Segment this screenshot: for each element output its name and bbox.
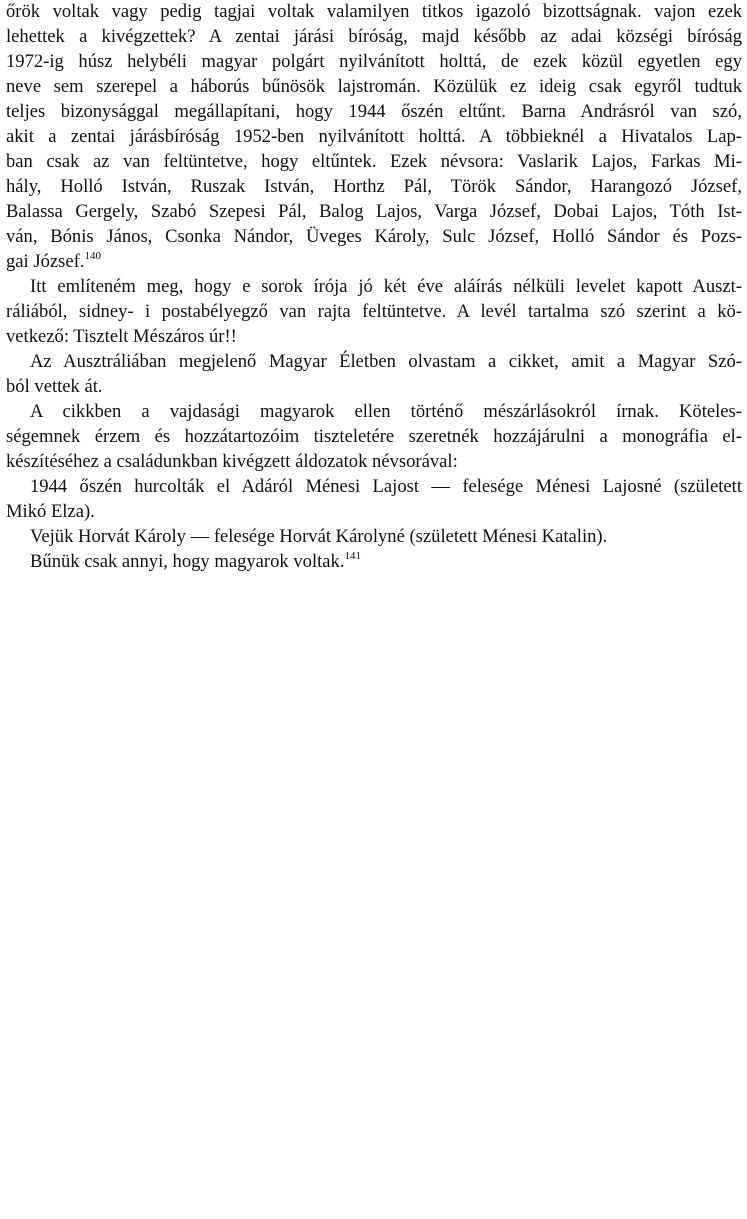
- text-line-content: gai József.: [6, 251, 85, 272]
- footnote-marker-140: 140: [84, 250, 101, 262]
- text-line: A cikkben a vajdasági magyarok ellen történő mészárlásokról írnak. Köteles-: [30, 401, 742, 422]
- text-line: 1944 őszén hurcolták el Adáról Ménesi Lajost — felesége Ménesi Lajosné (született: [30, 476, 742, 497]
- text-line: Balassa Gergely, Szabó Szepesi Pál, Balog Lajos, Varga József, Dobai Lajos, Tóth Ist-: [6, 201, 742, 222]
- text-line: neve sem szerepel a háborús bűnösök lajstromán. Közülük ez ideig csak egyről tudtuk: [6, 76, 742, 97]
- text-line: hály, Holló István, Ruszak István, Horthz Pál, Török Sándor, Harangozó József,: [6, 176, 742, 197]
- text-line: [30, 550, 361, 574]
- text-line: ván, Bónis János, Csonka Nándor, Üveges Károly, Sulc József, Holló Sándor és Pozs-: [6, 226, 742, 247]
- text-line: Itt említeném meg, hogy e sorok írója jó két éve aláírás nélküli levelet kapott Auszt-: [30, 276, 742, 297]
- text-line: Mikó Elza).: [6, 501, 95, 522]
- text-line: lehettek a kivégzettek? A zentai járási bíróság, majd később az adai községi bíróság: [6, 26, 742, 47]
- text-line: [6, 250, 101, 274]
- text-line: ból vettek át.: [6, 376, 103, 397]
- text-line: Vejük Horvát Károly — felesége Horvát Károlyné (született Ménesi Katalin).: [30, 526, 608, 547]
- text-line-content: Bűnük csak annyi, hogy magyarok voltak.: [30, 551, 345, 572]
- text-line: akit a zentai járásbíróság 1952-ben nyilvánított holttá. A többieknél a Hivatalos Lap-: [6, 126, 742, 147]
- text-line: 1972-ig húsz helybéli magyar polgárt nyilvánított holttá, de ezek közül egyetlen egy: [6, 51, 742, 72]
- text-line: Az Ausztráliában megjelenő Magyar Életben olvastam a cikket, amit a Magyar Szó-: [30, 351, 742, 372]
- text-line: őrök voltak vagy pedig tagjai voltak valamilyen titkos igazoló bizottságnak. vajon ezek: [6, 1, 742, 22]
- text-line: ráliából, sidney- i postabélyegző van rajta feltüntetve. A levél tartalma szó szerint a kö-: [6, 301, 742, 322]
- footnote-marker-141: 141: [344, 550, 361, 562]
- text-line: ségemnek érzem és hozzátartozóim tiszteletére szeretnék hozzájárulni a monográfia el-: [6, 426, 742, 447]
- text-line: ban csak az van feltüntetve, hogy eltűntek. Ezek névsora: Vaslarik Lajos, Farkas Mi-: [6, 151, 742, 172]
- text-line: készítéséhez a családunkban kivégzett áldozatok névsorával:: [6, 451, 458, 472]
- text-line: teljes bizonysággal megállapítani, hogy 1944 őszén eltűnt. Barna Andrásról van szó,: [6, 101, 742, 122]
- text-line: vetkező: Tisztelt Mészáros úr!!: [6, 326, 237, 347]
